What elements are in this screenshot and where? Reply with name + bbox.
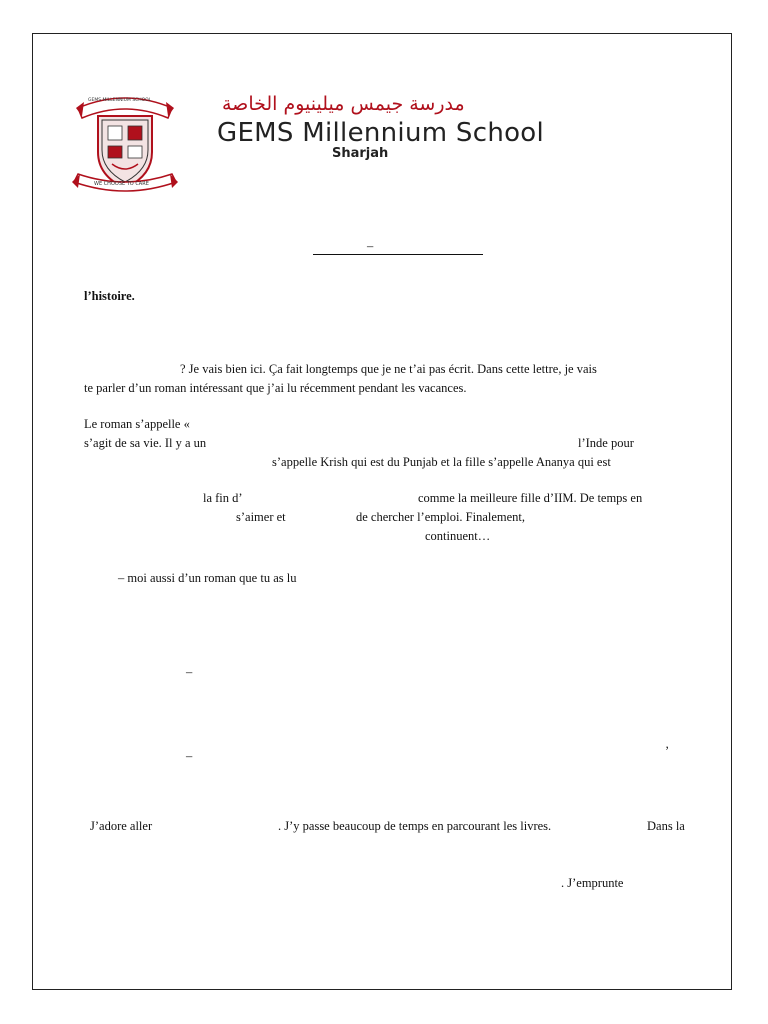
letter-p4-line-1: – moi aussi d’un roman que tu as lu bbox=[118, 571, 297, 585]
dash-2: – bbox=[186, 749, 193, 763]
p5-line-2: . J’emprunte bbox=[561, 876, 624, 890]
letter-p2-line-2b: l’Inde pour bbox=[578, 436, 634, 450]
letter-p3-line-3: continuent… bbox=[425, 529, 491, 543]
school-city: Sharjah bbox=[332, 146, 389, 161]
letter-line-1: ? Je vais bien ici. Ça fait longtemps que je ne t’ai pas écrit. Dans cette lettre, je vais bbox=[180, 362, 597, 376]
crest-top-banner-text: GEMS MILLENNIUM SCHOOL bbox=[88, 98, 152, 103]
title-underline bbox=[313, 254, 483, 255]
letter-p3-line-1a: la fin d’ bbox=[203, 491, 243, 505]
comma-mark: ’ bbox=[665, 744, 670, 758]
letter-p3-line-1b: comme la meilleure fille d’IIM. De temps en bbox=[418, 491, 643, 505]
letter-p2-line-2a: s’agit de sa vie. Il y a un bbox=[84, 436, 207, 450]
crest-bottom-banner-text: WE CHOOSE TO CARE bbox=[94, 181, 149, 187]
title-dash: – bbox=[367, 239, 374, 253]
letter-p2-line-1: Le roman s’appelle « bbox=[84, 417, 190, 431]
letter-p2-line-3: s’appelle Krish qui est du Punjab et la fille s’appelle Ananya qui est bbox=[272, 455, 611, 469]
dash-1: – bbox=[186, 665, 193, 679]
school-name-arabic: مدرسة جيمس ميلينيوم الخاصة bbox=[222, 93, 465, 115]
p5-line-1b: . J’y passe beaucoup de temps en parcourant les livres. bbox=[278, 819, 552, 833]
letter-p3-line-2b: de chercher l’emploi. Finalement, bbox=[356, 510, 526, 524]
school-name: GEMS Millennium School bbox=[217, 118, 545, 148]
letter-p3-line-2a: s’aimer et bbox=[236, 510, 286, 524]
p5-line-1a: J’adore aller bbox=[90, 819, 153, 833]
heading: l’histoire. bbox=[84, 289, 135, 303]
letter-line-2: te parler d’un roman intéressant que j’ai lu récemment pendant les vacances. bbox=[84, 381, 467, 395]
p5-line-1c: Dans la bbox=[647, 819, 685, 833]
